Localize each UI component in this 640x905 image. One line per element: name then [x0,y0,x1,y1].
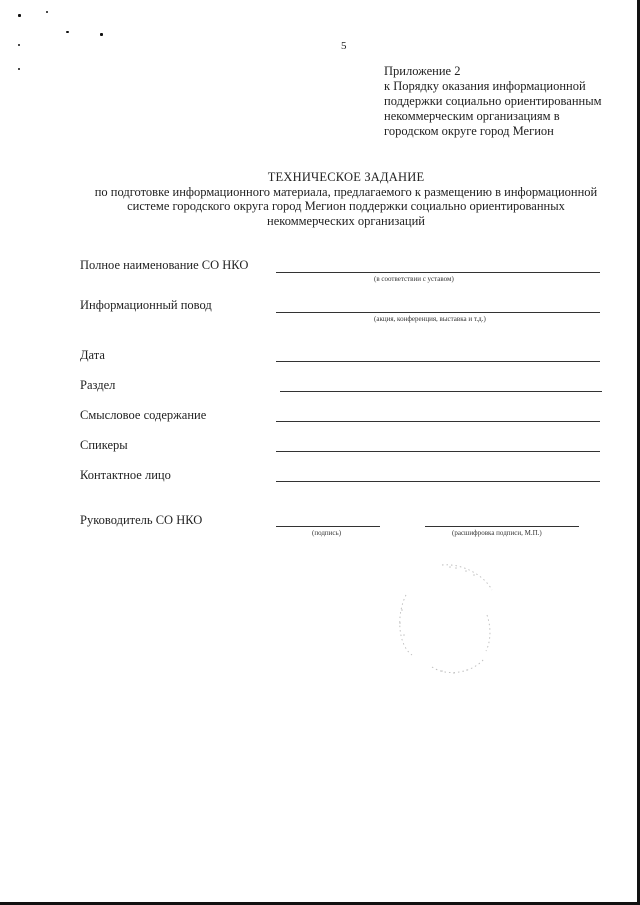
appendix-note [384,64,634,139]
document-title: ТЕХНИЧЕСКОЕ ЗАДАНИЕ [267,170,425,184]
field-label-info-reason: Информационный повод [80,298,212,312]
field-line-info-reason[interactable] [276,312,600,313]
field-hint-full-name: (в соответствии с уставом) [374,275,454,283]
signature-hint: (подпись) [312,529,342,537]
document-subtitle-line: системе городского округа город Мегион поддержки социально ориентированных [127,199,565,213]
field-line-contact[interactable] [276,481,600,482]
appendix-line: поддержки социально ориентированным [384,94,602,108]
field-line-date[interactable] [276,361,600,362]
field-hint-info-reason: (акция, конференция, выставка и т.д.) [374,315,486,323]
field-line-content[interactable] [276,421,600,422]
field-label-contact: Контактное лицо [80,468,171,482]
field-label-content: Смысловое содержание [80,408,207,422]
scan-speck [18,44,20,46]
appendix-line: Приложение 2 [384,64,461,78]
appendix-line: некоммерческим организациям в [384,109,560,123]
signature-line[interactable] [276,526,380,527]
document-subtitle-line: по подготовке информационного материала, предлагаемого к размещению в информационной [94,184,598,199]
field-line-full-name[interactable] [276,272,600,273]
field-label-full-name: Полное наименование СО НКО [80,258,249,272]
scan-speck [100,33,103,36]
scan-speck [18,68,20,70]
field-line-section[interactable] [280,391,602,392]
scan-speck [66,31,69,33]
field-label-date: Дата [80,348,105,362]
faint-stamp-imprint [392,555,502,680]
document-heading [72,170,620,228]
field-label-section: Раздел [80,378,116,392]
document-subtitle-line: некоммерческих организаций [267,213,425,228]
scan-speck [18,14,21,17]
field-label-head: Руководитель СО НКО [80,513,203,527]
signature-decoding-line[interactable] [425,526,579,527]
scan-speck [46,11,48,13]
page-number: 5 [341,40,347,52]
appendix-line: городском округе город Мегион [384,124,554,138]
field-line-speakers[interactable] [276,451,600,452]
signature-decoding-hint: (расшифровка подписи, М.П.) [452,529,542,537]
field-label-speakers: Спикеры [80,438,128,452]
appendix-line: к Порядку оказания информационной [384,79,586,93]
